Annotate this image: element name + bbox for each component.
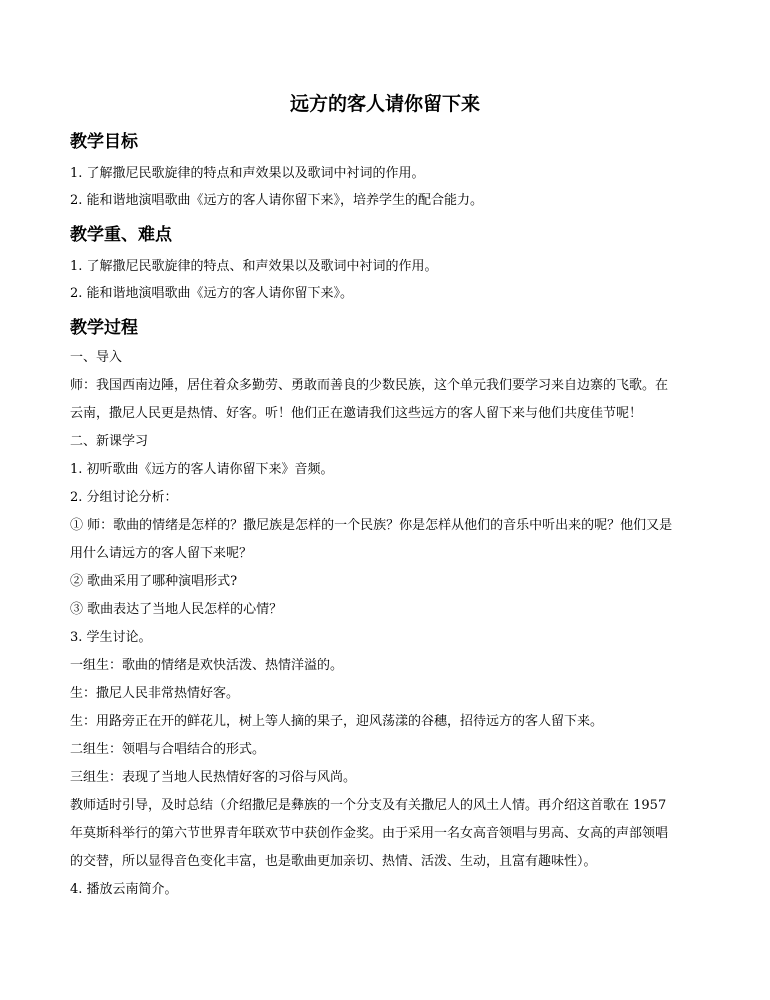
paragraph-line: 二组生：领唱与合唱结合的形式。 xyxy=(70,742,266,757)
paragraph-line: 1. 了解撒尼民歌旋律的特点和声效果以及歌词中衬词的作用。 xyxy=(70,166,425,181)
paragraph-line: 生：用路旁正在开的鲜花儿，树上等人摘的果子，迎风荡漾的谷穗，招待远方的客人留下来。 xyxy=(70,714,604,729)
paragraph-line: ③ 歌曲表达了当地人民怎样的心情？ xyxy=(70,602,283,617)
paragraph-line: 师：我国西南边陲，居住着众多勤劳、勇敢而善良的少数民族，这个单元我们要学习来自边寨的飞歌。在 xyxy=(70,378,669,393)
section-heading-key-points: 教学重、难点 xyxy=(70,225,172,245)
paragraph-line: 生：撒尼人民非常热情好客。 xyxy=(70,686,240,701)
paragraph-line: 1. 了解撒尼民歌旋律的特点、和声效果以及歌词中衬词的作用。 xyxy=(70,259,438,274)
paragraph-line: 一组生：歌曲的情绪是欢快活泼、热情洋溢的。 xyxy=(70,658,344,673)
section-heading-goals: 教学目标 xyxy=(70,132,138,152)
paragraph-line: 2. 能和谐地演唱歌曲《远方的客人请你留下来》。 xyxy=(70,286,354,301)
paragraph-line: ① 师：歌曲的情绪是怎样的？撒尼族是怎样的一个民族？你是怎样从他们的音乐中听出来的呢？他们又是 xyxy=(70,518,673,533)
paragraph-line: 1. 初听歌曲《远方的客人请你留下来》音频。 xyxy=(70,462,334,477)
paragraph-line: 3. 学生讨论。 xyxy=(70,630,152,645)
paragraph-line: 年莫斯科举行的第六节世界青年联欢节中获创作金奖。由于采用一名女高音领唱与男高、女高的声部领唱 xyxy=(70,826,669,841)
paragraph-line: 的交替，所以显得音色变化丰富，也是歌曲更加亲切、热情、活泼、生动，且富有趣味性）。 xyxy=(70,854,597,869)
paragraph-line: 2. 分组讨论分析： xyxy=(70,490,178,505)
paragraph-line: 云南，撒尼人民更是热情、好客。听！他们正在邀请我们这些远方的客人留下来与他们共度佳节呢！ xyxy=(70,406,643,421)
paragraph-line: 一、导入 xyxy=(70,350,123,365)
paragraph-line: 用什么请远方的客人留下来呢？ xyxy=(70,546,253,561)
paragraph-line: 2. 能和谐地演唱歌曲《远方的客人请你留下来》，培养学生的配合能力。 xyxy=(70,193,484,208)
paragraph-line: 教师适时引导，及时总结（介绍撒尼是彝族的一个分支及有关撒尼人的风土人情。再介绍这首歌在 1957 xyxy=(70,798,667,813)
document-title: 远方的客人请你留下来 xyxy=(289,93,480,115)
paragraph-line: 4. 播放云南简介。 xyxy=(70,882,178,897)
paragraph-line: 二、新课学习 xyxy=(70,434,149,449)
paragraph-line: ② 歌曲采用了哪种演唱形式? xyxy=(70,574,238,589)
paragraph-line: 三组生：表现了当地人民热情好客的习俗与风尚。 xyxy=(70,770,357,785)
section-heading-process: 教学过程 xyxy=(70,318,138,338)
